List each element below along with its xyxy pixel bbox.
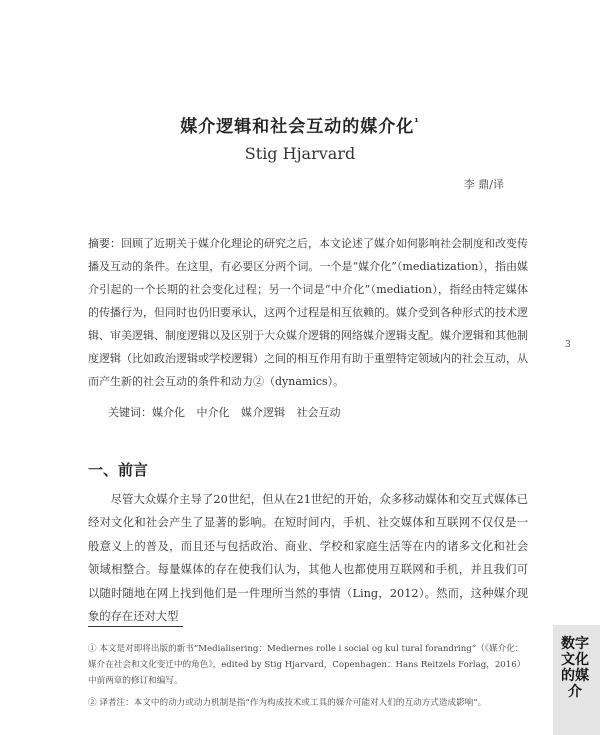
author-name: Stig Hjarvard (244, 144, 356, 163)
paper-title-text: 媒介逻辑和社会互动的媒介化 (180, 117, 415, 137)
abstract-label: 摘要： (88, 237, 121, 250)
translator: 李 鼎/译 (463, 178, 504, 191)
page-number: 3 (565, 340, 571, 350)
abstract (88, 232, 528, 393)
section-heading: 一、前言 (88, 461, 149, 479)
abstract-text: 回顾了近期关于媒介化理论的研究之后，本文论述了媒介如何影响社会制度和改变传播及互动的条件。在这里，有必要区分两个词。一个是“媒介化”（mediatization），指由媒介引起的一个长期的社会变化过程；另一个词是“中介化”（mediation），指经由特定媒体的传播行为，但同时也仍旧要承认，这两个过程是相互依赖的。媒介受到各种形式的技术逻辑、审美逻辑、制度逻辑以及区别于大众媒介逻辑的网络媒介逻辑支配。媒介逻辑和其他制度逻辑（比如政治逻辑或学校逻辑）之间的相互作用有助于重塑特定领域内的社会互动，从而产生新的社会互动的条件和动力②（dynamics）。 (88, 237, 528, 388)
body-paragraph: 尽管大众媒介主导了20世纪，但从在21世纪的开始，众多移动媒体和交互式媒体已经对文化和社会产生了显著的影响。在短时间内，手机、社交媒体和互联网不仅仅是一般意义上的普及，而且还与包括政治、商业、学校和家庭生活等在内的诸多文化和社会领域相整合。每量媒体的存在使我们认为，其他人也都使用互联网和手机，并且我们可以随时随地在网上找到他们是一件理所当然的事情（Ling，2012）。然而，这种媒介现象的存在还对大型 (88, 493, 528, 624)
side-tab-label: 数字文化的媒介 (561, 636, 589, 700)
keywords-list: 媒介化 中介化 媒介逻辑 社会互动 (152, 406, 341, 419)
title-note-mark: ¹ (414, 117, 420, 129)
footnote-2: ② 译者注：本文中的动力或动力机制是指“作为构成技术或工具的媒介可能对人们的互动方式造成影响”。 (88, 698, 487, 708)
keywords (108, 404, 341, 420)
paper-title (0, 112, 600, 137)
footnotes (88, 641, 524, 711)
footnote-rule (88, 626, 183, 627)
footnote-1: ① 本文是对即将出版的新书“Medialisering：Mediernes rolle i social og kul tural forandring”（《媒介化：媒介在社会和文化变迁中的角色》，edited by Stig Hjarvard，Copenhagen：Hans Reitzels Forlag，2016）中前两章的修订和编写。 (88, 644, 524, 686)
keywords-label: 关键词： (108, 406, 152, 419)
